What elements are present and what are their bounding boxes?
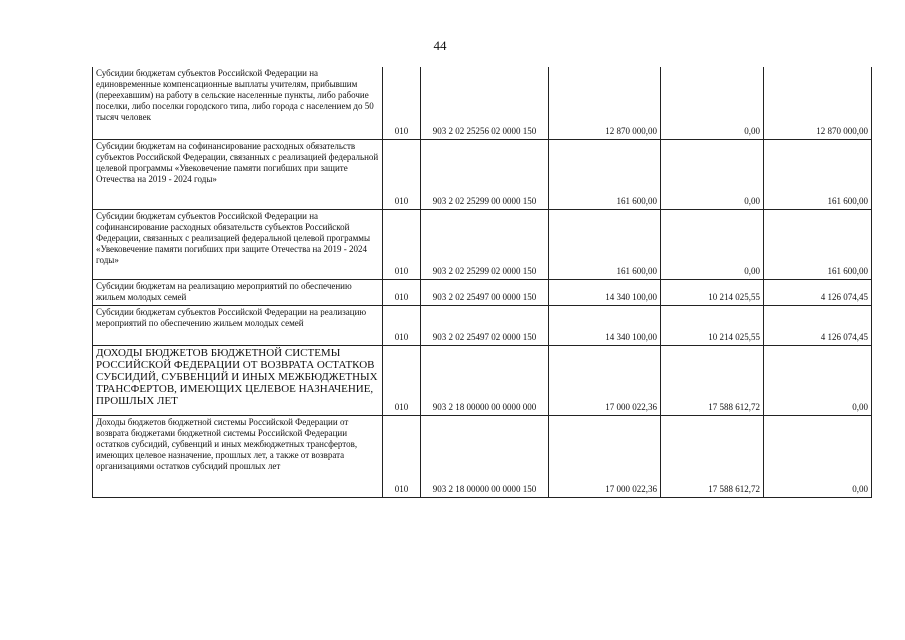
executed-amount: 0,00 [661,209,764,279]
admin-code: 010 [383,139,421,209]
remaining-amount: 4 126 074,45 [764,279,872,305]
plan-amount: 14 340 100,00 [549,305,661,345]
budget-code: 903 2 18 00000 00 0000 000 [421,345,549,415]
row-description: Субсидии бюджетам субъектов Российской Федерации на реализацию мероприятий по обеспечению жильем молодых семей [93,305,383,345]
table-row [93,345,872,415]
remaining-amount: 161 600,00 [764,139,872,209]
executed-amount: 0,00 [661,67,764,139]
plan-amount: 161 600,00 [549,209,661,279]
executed-amount: 10 214 025,55 [661,279,764,305]
admin-code: 010 [383,345,421,415]
plan-amount: 17 000 022,36 [549,415,661,497]
row-description: ДОХОДЫ БЮДЖЕТОВ БЮДЖЕТНОЙ СИСТЕМЫ РОССИЙСКОЙ ФЕДЕРАЦИИ ОТ ВОЗВРАТА ОСТАТКОВ СУБСИДИЙ, СУБВЕНЦИЙ И ИНЫХ МЕЖБЮДЖЕТНЫХ ТРАНСФЕРТОВ, ИМЕЮЩИХ ЦЕЛЕВОЕ НАЗНАЧЕНИЕ, ПРОШЛЫХ ЛЕТ [93,345,383,415]
remaining-amount: 161 600,00 [764,209,872,279]
budget-code: 903 2 02 25497 02 0000 150 [421,305,549,345]
plan-amount: 17 000 022,36 [549,345,661,415]
row-description: Субсидии бюджетам субъектов Российской Федерации на софинансирование расходных обязательств субъектов Российской Федерации, связанных с реализацией федеральной целевой программы «Увековечение памяти погибших при защите Отечества на 2019 - 2024 годы» [93,209,383,279]
table-row [93,139,872,209]
remaining-amount: 4 126 074,45 [764,305,872,345]
plan-amount: 161 600,00 [549,139,661,209]
admin-code: 010 [383,67,421,139]
admin-code: 010 [383,415,421,497]
budget-code: 903 2 18 00000 00 0000 150 [421,415,549,497]
budget-code: 903 2 02 25256 02 0000 150 [421,67,549,139]
plan-amount: 12 870 000,00 [549,67,661,139]
row-description: Субсидии бюджетам на реализацию мероприятий по обеспечению жильем молодых семей [93,279,383,305]
budget-code: 903 2 02 25299 00 0000 150 [421,139,549,209]
budget-table [92,67,872,498]
plan-amount: 14 340 100,00 [549,279,661,305]
executed-amount: 17 588 612,72 [661,415,764,497]
page-number: 44 [433,38,447,53]
table-row [93,209,872,279]
admin-code: 010 [383,279,421,305]
budget-code: 903 2 02 25497 00 0000 150 [421,279,549,305]
table-row [93,305,872,345]
table-row [93,415,872,497]
row-description: Субсидии бюджетам субъектов Российской Федерации на единовременные компенсационные выплаты учителям, прибывшим (переехавшим) на работу в сельские населенные пункты, либо рабочие поселки, либо поселки городского типа, либо города с населением до 50 тысяч человек [93,67,383,139]
executed-amount: 0,00 [661,139,764,209]
executed-amount: 17 588 612,72 [661,345,764,415]
remaining-amount: 12 870 000,00 [764,67,872,139]
budget-code: 903 2 02 25299 02 0000 150 [421,209,549,279]
admin-code: 010 [383,209,421,279]
remaining-amount: 0,00 [764,415,872,497]
table-row [93,67,872,139]
remaining-amount: 0,00 [764,345,872,415]
row-description: Субсидии бюджетам на софинансирование расходных обязательств субъектов Российской Федерации, связанных с реализацией федеральной целевой программы «Увековечение памяти погибших при защите Отечества на 2019 - 2024 годы» [93,139,383,209]
table-row [93,279,872,305]
executed-amount: 10 214 025,55 [661,305,764,345]
admin-code: 010 [383,305,421,345]
row-description: Доходы бюджетов бюджетной системы Российской Федерации от возврата бюджетами бюджетной системы Российской Федерации остатков субсидий, субвенций и иных межбюджетных трансфертов, имеющих целевое назначение, прошлых лет, а также от возврата организациями остатков субсидий прошлых лет [93,415,383,497]
